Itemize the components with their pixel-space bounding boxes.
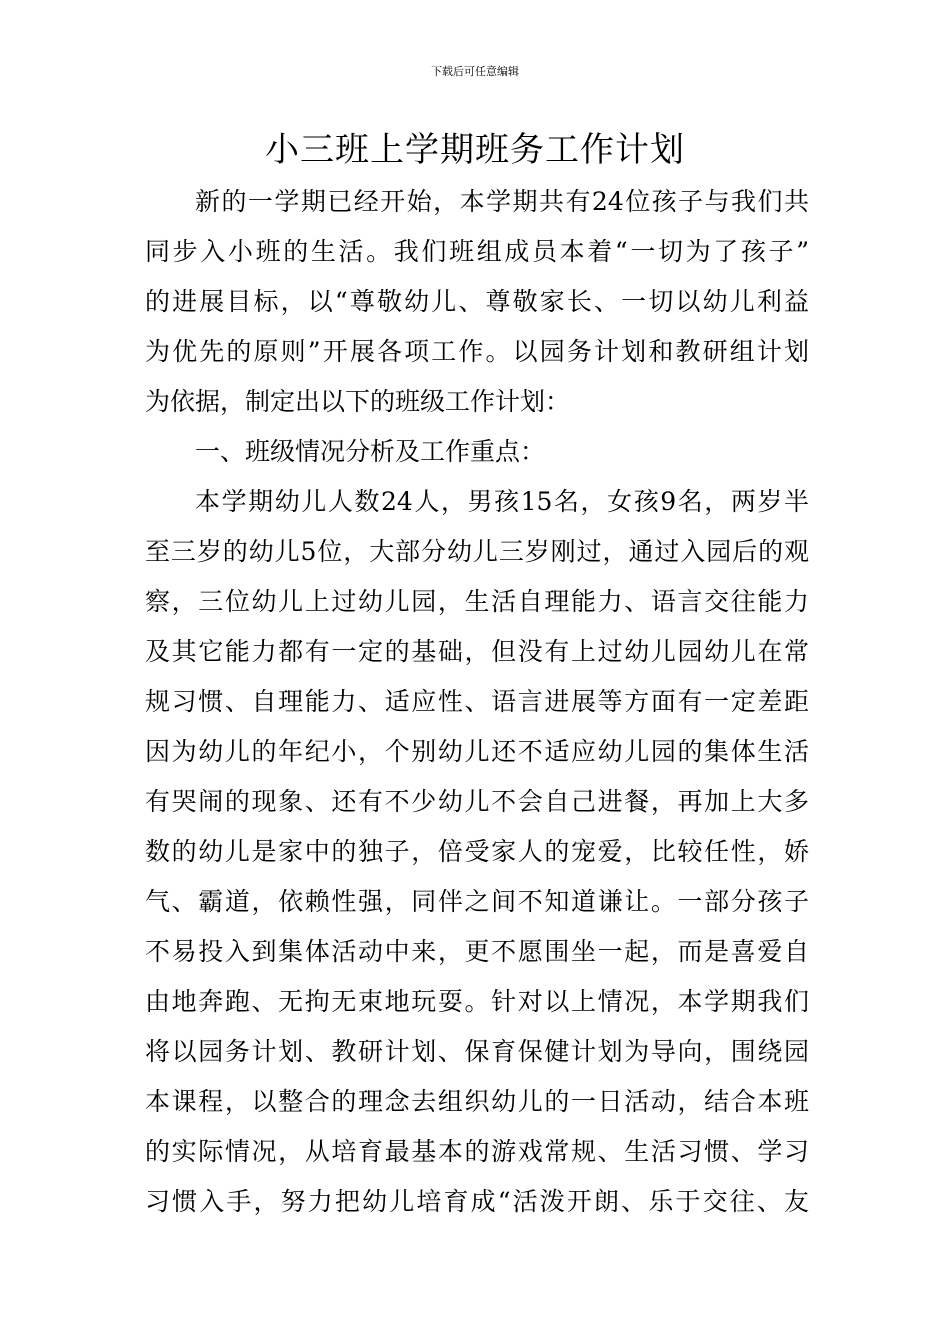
text-line: 有哭闹的现象、还有不少幼儿不会自己进餐，再加上大多	[145, 787, 809, 816]
text-line: 数的幼儿是家中的独子，倍受家人的宠爱，比较任性，娇	[145, 837, 809, 866]
text-line: 新的一学期已经开始，本学期共有24位孩子与我们共	[195, 187, 809, 216]
text-line: 气、霸道，依赖性强，同伴之间不知道谦让。一部分孩子	[145, 887, 809, 916]
text-line: 本课程，以整合的理念去组织幼儿的一日活动，结合本班	[145, 1087, 809, 1116]
text-line: 为优先的原则”开展各项工作。以园务计划和教研组计划	[145, 337, 809, 366]
text-line: 习惯入手，努力把幼儿培育成“活泼开朗、乐于交往、友	[145, 1187, 809, 1216]
text-line: 不易投入到集体活动中来，更不愿围坐一起，而是喜爱自	[145, 937, 809, 966]
text-line: 将以园务计划、教研计划、保育保健计划为导向，围绕园	[145, 1037, 809, 1066]
page-title: 小三班上学期班务工作计划	[265, 130, 685, 170]
text-line: 的实际情况，从培育最基本的游戏常规、生活习惯、学习	[145, 1137, 809, 1166]
text-line: 至三岁的幼儿5位，大部分幼儿三岁刚过，通过入园后的观	[145, 537, 809, 566]
text-line: 由地奔跑、无拘无束地玩耍。针对以上情况，本学期我们	[145, 987, 809, 1016]
text-line: 的进展目标，以“尊敬幼儿、尊敬家长、一切以幼儿利益	[145, 287, 809, 316]
text-line: 本学期幼儿人数24人，男孩15名，女孩9名，两岁半	[195, 487, 809, 516]
text-line: 同步入小班的生活。我们班组成员本着“一切为了孩子”	[145, 237, 809, 266]
text-line: 为依据，制定出以下的班级工作计划：	[145, 387, 571, 416]
text-line: 及其它能力都有一定的基础，但没有上过幼儿园幼儿在常	[145, 637, 809, 666]
body-text	[145, 177, 809, 1227]
text-line: 规习惯、自理能力、适应性、语言进展等方面有一定差距	[145, 687, 809, 716]
text-line: 因为幼儿的年纪小，个别幼儿还不适应幼儿园的集体生活	[145, 737, 809, 766]
header-note: 下载后可任意编辑	[431, 65, 519, 78]
text-line: 一、班级情况分析及工作重点：	[195, 437, 546, 466]
text-line: 察，三位幼儿上过幼儿园，生活自理能力、语言交往能力	[145, 587, 809, 616]
